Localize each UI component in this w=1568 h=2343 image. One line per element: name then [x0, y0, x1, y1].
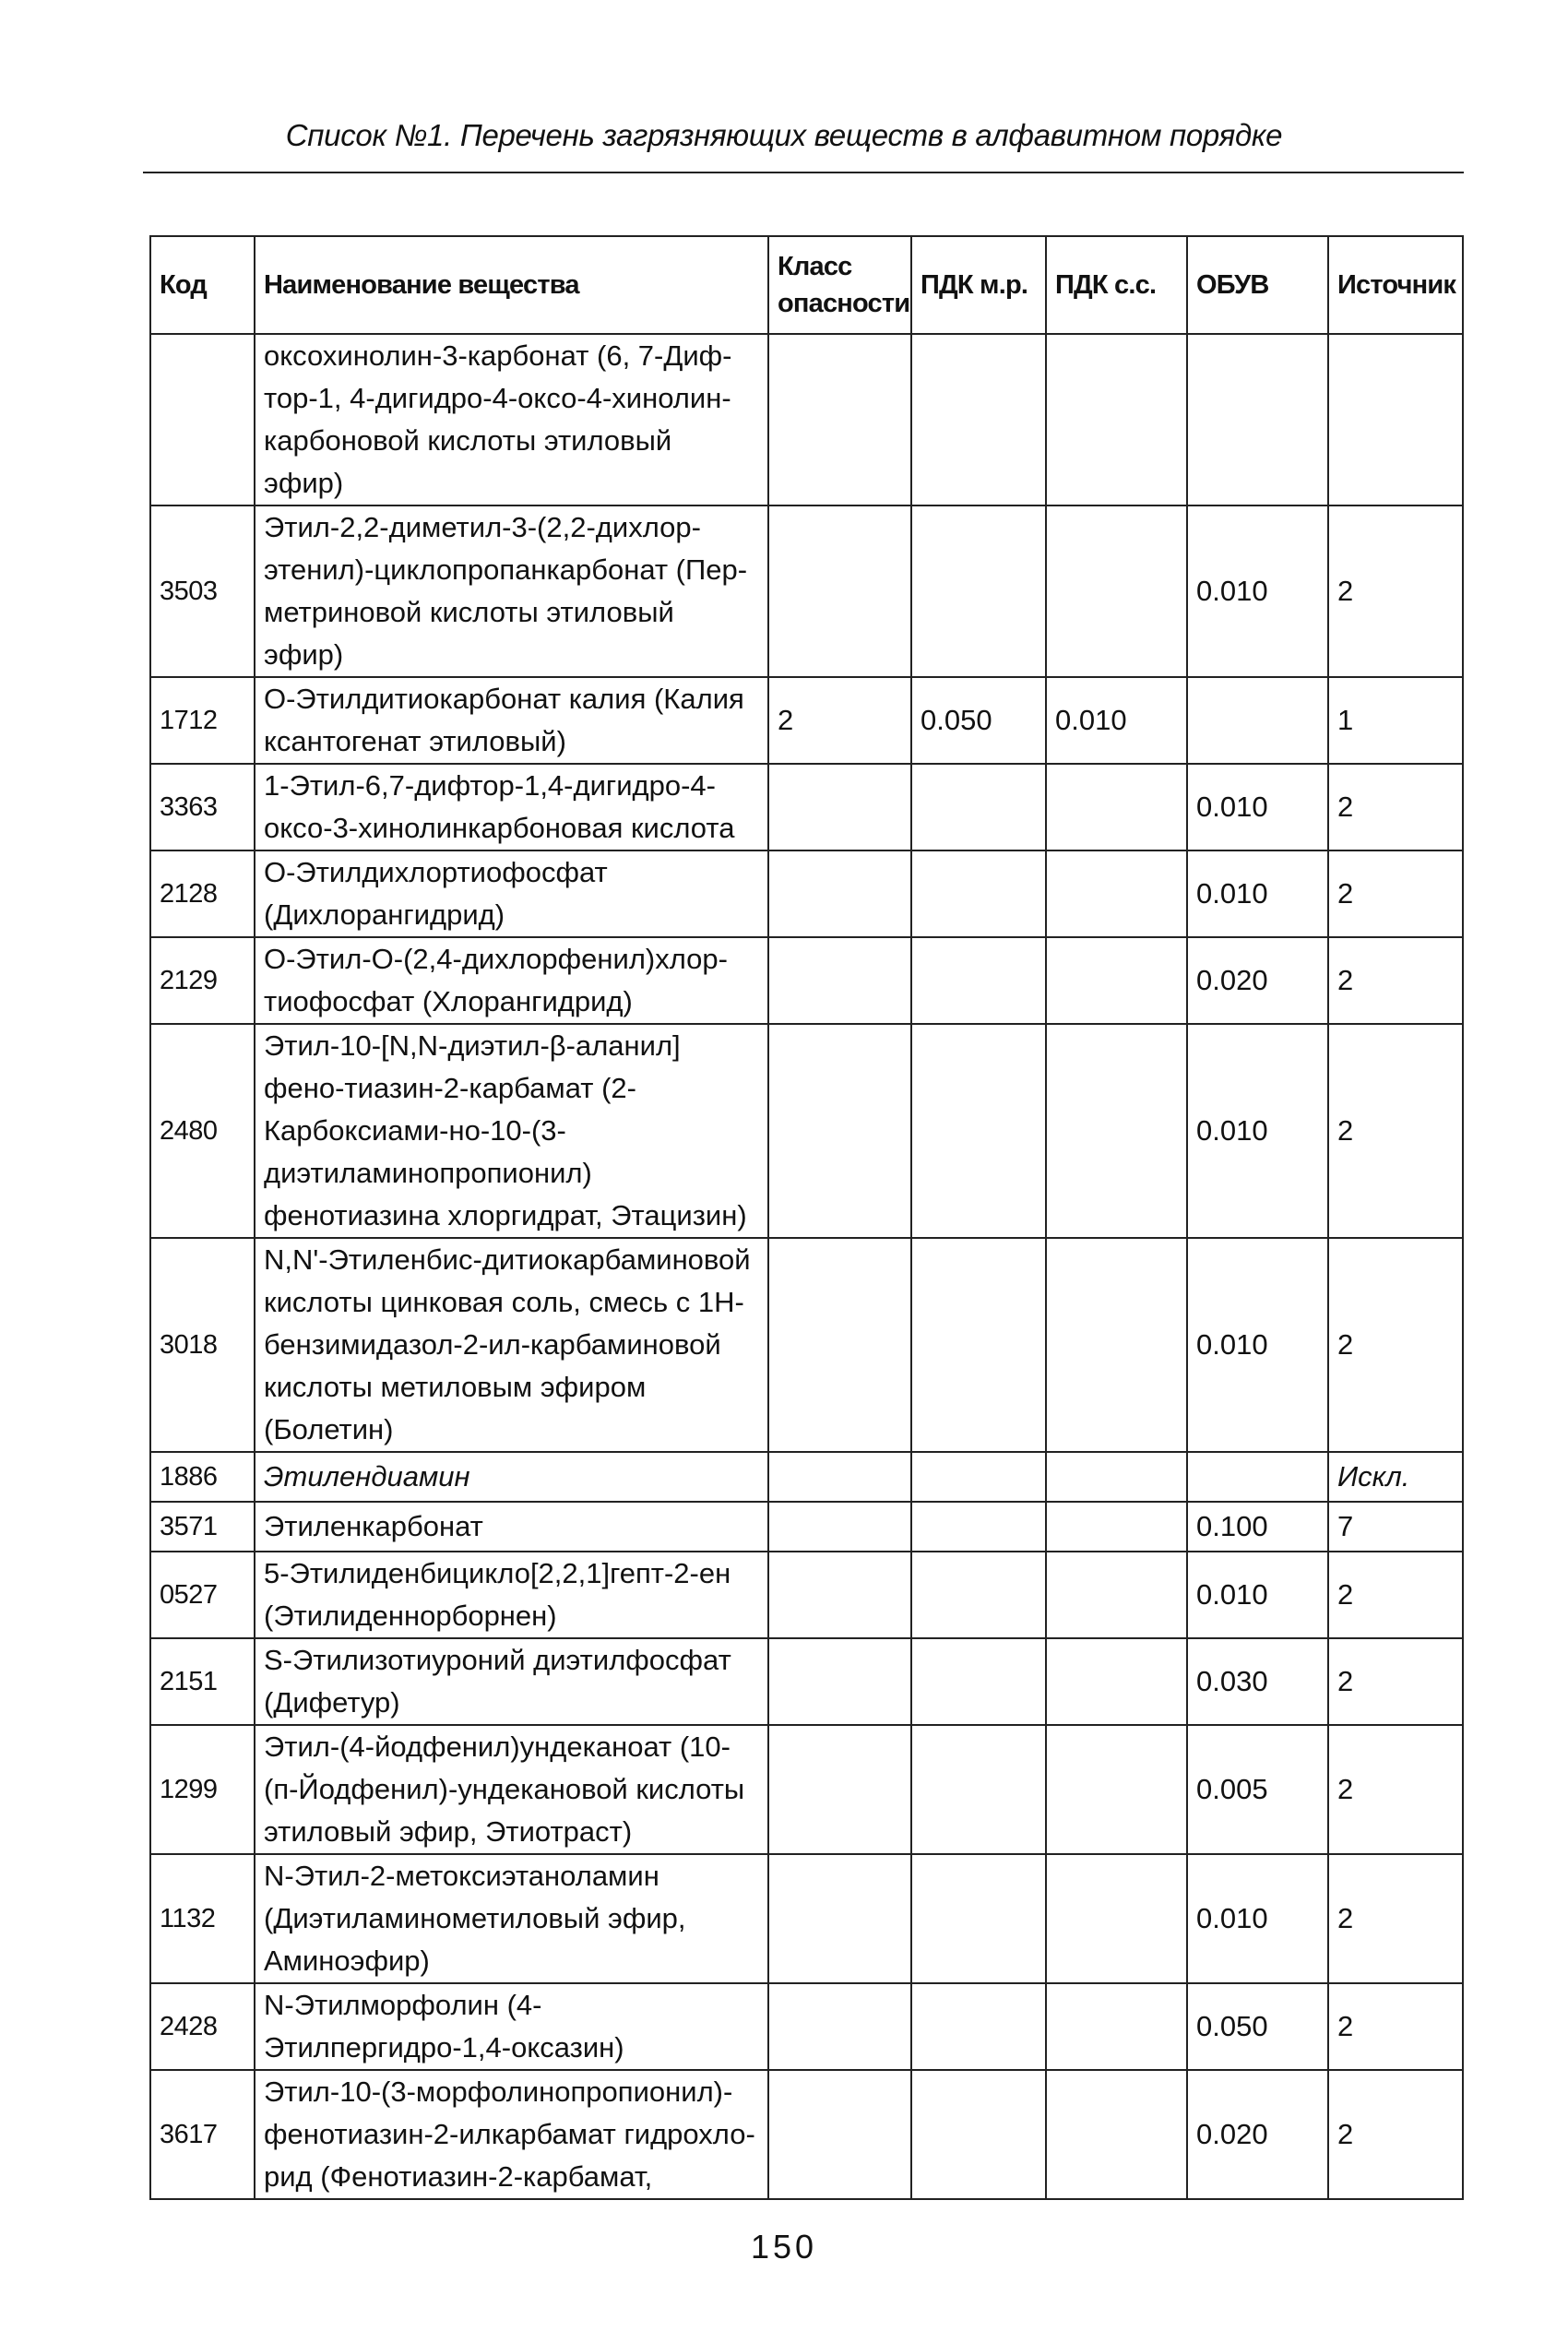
cell-code: 2428: [150, 1983, 255, 2070]
cell-pdk-ss: [1046, 1024, 1187, 1238]
table-row: [150, 937, 1463, 1024]
table-row: [150, 764, 1463, 850]
cell-code: 2480: [150, 1024, 255, 1238]
cell-pdk-ss: [1046, 850, 1187, 937]
cell-pdk-ss: [1046, 764, 1187, 850]
cell-hazard-class: [768, 334, 911, 505]
cell-name: N-Этилморфолин (4-Этилпергидро-1,4-оксазин): [255, 1983, 768, 2070]
cell-obuv: 0.005: [1187, 1725, 1328, 1854]
table-row: [150, 1983, 1463, 2070]
cell-source: 2: [1328, 1854, 1463, 1983]
cell-pdk-ss: [1046, 1452, 1187, 1502]
cell-pdk-mr: [911, 1238, 1046, 1452]
cell-pdk-ss: [1046, 1638, 1187, 1725]
table-row: [150, 1502, 1463, 1552]
cell-pdk-mr: [911, 334, 1046, 505]
column-header-obuv: ОБУВ: [1187, 236, 1328, 334]
cell-obuv: 0.100: [1187, 1502, 1328, 1552]
cell-source: 7: [1328, 1502, 1463, 1552]
column-header-code: Код: [150, 236, 255, 334]
cell-source: 2: [1328, 1552, 1463, 1638]
cell-hazard-class: [768, 764, 911, 850]
cell-pdk-mr: [911, 764, 1046, 850]
cell-source: 2: [1328, 1983, 1463, 2070]
cell-pdk-mr: [911, 505, 1046, 677]
column-header-source: Источник: [1328, 236, 1463, 334]
cell-source: 2: [1328, 850, 1463, 937]
header-divider: [143, 172, 1464, 173]
table-row: [150, 505, 1463, 677]
cell-code: 1886: [150, 1452, 255, 1502]
cell-hazard-class: [768, 2070, 911, 2199]
table-body: [150, 334, 1463, 2199]
cell-code: 2129: [150, 937, 255, 1024]
cell-name: О-Этил-О-(2,4-дихлорфенил)хлор-тиофосфат (Хлорангидрид): [255, 937, 768, 1024]
cell-pdk-ss: [1046, 1725, 1187, 1854]
cell-source: 2: [1328, 1238, 1463, 1452]
page-header-title: Список №1. Перечень загрязняющих веществ в алфавитном порядке: [285, 118, 1283, 152]
cell-pdk-ss: [1046, 2070, 1187, 2199]
cell-obuv: 0.010: [1187, 850, 1328, 937]
cell-hazard-class: [768, 850, 911, 937]
cell-pdk-mr: [911, 2070, 1046, 2199]
column-header-name: Наименование вещества: [255, 236, 768, 334]
cell-hazard-class: [768, 1638, 911, 1725]
cell-source: 2: [1328, 1024, 1463, 1238]
cell-pdk-ss: [1046, 937, 1187, 1024]
cell-name: оксохинолин-3-карбонат (6, 7-Диф-тор-1, 4-дигидро-4-оксо-4-хинолин-карбоновой кислоты этиловый эфир): [255, 334, 768, 505]
cell-code: 2151: [150, 1638, 255, 1725]
cell-name: О-Этилдитиокарбонат калия (Калия ксантогенат этиловый): [255, 677, 768, 764]
cell-pdk-mr: [911, 850, 1046, 937]
cell-obuv: [1187, 334, 1328, 505]
cell-hazard-class: [768, 1854, 911, 1983]
cell-pdk-ss: [1046, 1502, 1187, 1552]
cell-pdk-ss: 0.010: [1046, 677, 1187, 764]
cell-pdk-mr: [911, 1024, 1046, 1238]
cell-pdk-mr: [911, 1638, 1046, 1725]
cell-pdk-ss: [1046, 505, 1187, 677]
cell-name: Этил-10-(3-морфолинопропионил)-фенотиазин-2-илкарбамат гидрохло-рид (Фенотиазин-2-карбамат,: [255, 2070, 768, 2199]
cell-name: N,N'-Этиленбис-дитиокарбаминовой кислоты цинковая соль, смесь с 1Н-бензимидазол-2-ил-карбаминовой кислоты метиловым эфиром (Болетин): [255, 1238, 768, 1452]
cell-code: 1299: [150, 1725, 255, 1854]
cell-source: 2: [1328, 1725, 1463, 1854]
cell-code: 3018: [150, 1238, 255, 1452]
cell-code: 1712: [150, 677, 255, 764]
cell-code: 1132: [150, 1854, 255, 1983]
cell-obuv: 0.010: [1187, 1854, 1328, 1983]
substances-table: [149, 235, 1464, 2200]
cell-pdk-ss: [1046, 1238, 1187, 1452]
cell-obuv: 0.020: [1187, 937, 1328, 1024]
cell-name: 1-Этил-6,7-дифтор-1,4-дигидро-4-оксо-3-хинолинкарбоновая кислота: [255, 764, 768, 850]
cell-name: S-Этилизотиуроний диэтилфосфат (Дифетур): [255, 1638, 768, 1725]
cell-hazard-class: [768, 1238, 911, 1452]
column-header-pdk-mr: ПДК м.р.: [911, 236, 1046, 334]
cell-code: 3571: [150, 1502, 255, 1552]
table-row: [150, 334, 1463, 505]
cell-hazard-class: [768, 1452, 911, 1502]
cell-obuv: 0.010: [1187, 1238, 1328, 1452]
cell-hazard-class: [768, 1725, 911, 1854]
cell-source: [1328, 334, 1463, 505]
column-header-pdk-ss: ПДК с.с.: [1046, 236, 1187, 334]
cell-pdk-mr: [911, 1502, 1046, 1552]
cell-name: N-Этил-2-метоксиэтаноламин (Диэтиламинометиловый эфир, Аминоэфир): [255, 1854, 768, 1983]
cell-source: 2: [1328, 1638, 1463, 1725]
table-row: [150, 850, 1463, 937]
cell-code: 3503: [150, 505, 255, 677]
cell-obuv: 0.010: [1187, 1024, 1328, 1238]
cell-hazard-class: [768, 1983, 911, 2070]
table-row: [150, 1552, 1463, 1638]
cell-code: [150, 334, 255, 505]
cell-name: Этиленкарбонат: [255, 1502, 768, 1552]
cell-name: 5-Этилиденбицикло[2,2,1]гепт-2-ен (Этилиденнорборнен): [255, 1552, 768, 1638]
cell-source: Искл.: [1328, 1452, 1463, 1502]
cell-pdk-mr: [911, 1983, 1046, 2070]
cell-code: 0527: [150, 1552, 255, 1638]
cell-name: Этилендиамин: [255, 1452, 768, 1502]
page-number: 150: [750, 2228, 818, 2266]
table-row: [150, 1024, 1463, 1238]
cell-obuv: 0.010: [1187, 505, 1328, 677]
cell-hazard-class: [768, 1502, 911, 1552]
cell-pdk-ss: [1046, 334, 1187, 505]
table-header-row: [150, 236, 1463, 334]
cell-obuv: [1187, 1452, 1328, 1502]
cell-pdk-mr: [911, 1854, 1046, 1983]
cell-code: 2128: [150, 850, 255, 937]
table-row: [150, 1638, 1463, 1725]
cell-obuv: 0.010: [1187, 1552, 1328, 1638]
cell-obuv: 0.050: [1187, 1983, 1328, 2070]
cell-name: Этил-(4-йодфенил)ундеканоат (10-(п-Йодфенил)-ундекановой кислоты этиловый эфир, Этиотраст): [255, 1725, 768, 1854]
cell-code: 3363: [150, 764, 255, 850]
cell-hazard-class: 2: [768, 677, 911, 764]
cell-pdk-ss: [1046, 1552, 1187, 1638]
cell-hazard-class: [768, 937, 911, 1024]
cell-pdk-mr: 0.050: [911, 677, 1046, 764]
cell-hazard-class: [768, 505, 911, 677]
cell-pdk-mr: [911, 1452, 1046, 1502]
table-row: [150, 1452, 1463, 1502]
cell-name: Этил-2,2-диметил-3-(2,2-дихлор-этенил)-циклопропанкарбонат (Пер-метриновой кислоты этиловый эфир): [255, 505, 768, 677]
cell-name: О-Этилдихлортиофосфат (Дихлорангидрид): [255, 850, 768, 937]
cell-source: 2: [1328, 937, 1463, 1024]
cell-source: 1: [1328, 677, 1463, 764]
cell-source: 2: [1328, 505, 1463, 677]
cell-source: 2: [1328, 2070, 1463, 2199]
cell-pdk-ss: [1046, 1983, 1187, 2070]
table-row: [150, 1854, 1463, 1983]
cell-code: 3617: [150, 2070, 255, 2199]
cell-source: 2: [1328, 764, 1463, 850]
cell-obuv: 0.010: [1187, 764, 1328, 850]
cell-obuv: 0.020: [1187, 2070, 1328, 2199]
cell-obuv: 0.030: [1187, 1638, 1328, 1725]
table-row: [150, 2070, 1463, 2199]
table-row: [150, 677, 1463, 764]
cell-pdk-mr: [911, 1725, 1046, 1854]
column-header-hazard-class: Класс опасности: [768, 236, 911, 334]
table-row: [150, 1238, 1463, 1452]
cell-pdk-mr: [911, 1552, 1046, 1638]
cell-pdk-ss: [1046, 1854, 1187, 1983]
cell-hazard-class: [768, 1024, 911, 1238]
cell-obuv: [1187, 677, 1328, 764]
cell-hazard-class: [768, 1552, 911, 1638]
cell-pdk-mr: [911, 937, 1046, 1024]
table-row: [150, 1725, 1463, 1854]
cell-name: Этил-10-[N,N-диэтил-β-аланил] фено-тиазин-2-карбамат (2-Карбоксиами-но-10-(3-диэтиламинопропионил) фенотиазина хлоргидрат, Этацизин): [255, 1024, 768, 1238]
